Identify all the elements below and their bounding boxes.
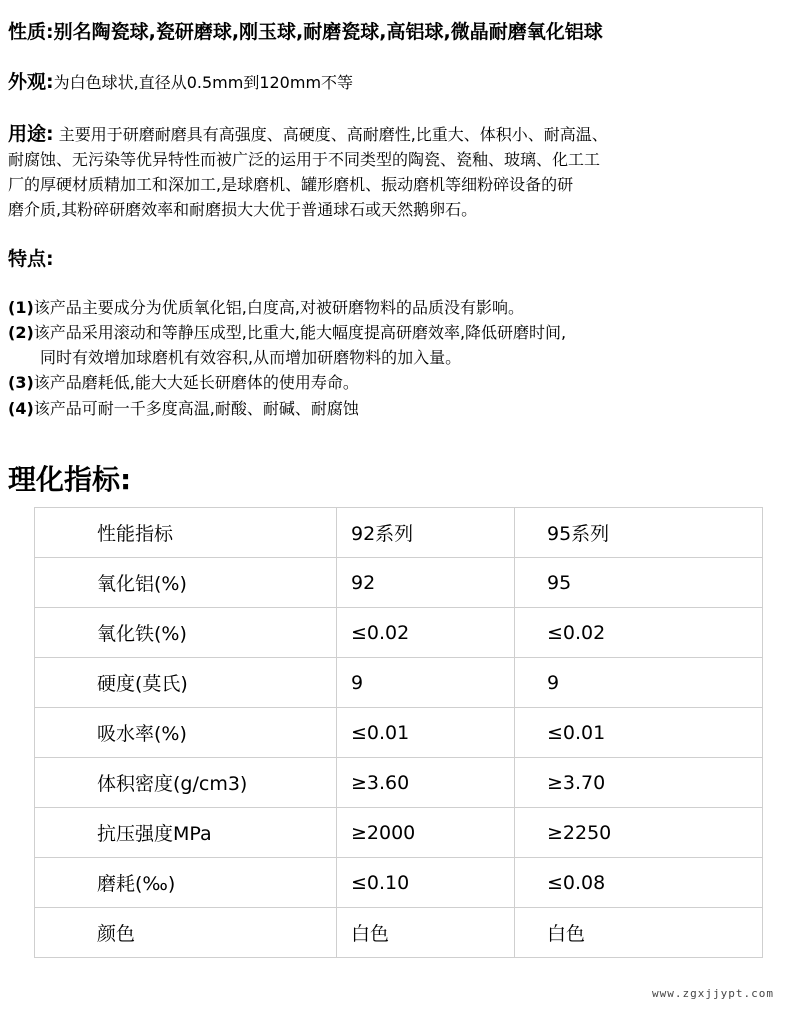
spec-header-cell: 性能指标 xyxy=(35,508,337,558)
feature-text: 该产品采用滚动和等静压成型,比重大,能大幅度提高研磨效率,降低研磨时间, xyxy=(33,323,567,342)
table-row xyxy=(35,808,763,858)
usage-line-3: 厂的厚硬材质精加工和深加工,是球磨机、罐形磨机、振动磨机等细粉碎设备的研 xyxy=(8,175,574,194)
usage-line-4: 磨介质,其粉碎研磨效率和耐磨损大大优于普通球石或天然鹅卵石。 xyxy=(8,200,478,219)
spec-value-95: ≥2250 xyxy=(515,808,763,858)
feature-text: 该产品主要成分为优质氧化铝,白度高,对被研磨物料的品质没有影响。 xyxy=(33,298,524,317)
spec-property: 体积密度(g/cm3) xyxy=(35,758,337,808)
spec-header-row xyxy=(35,508,763,558)
usage-line-2: 耐腐蚀、无污染等优异特性而被广泛的运用于不同类型的陶瓷、瓷釉、玻璃、化工工 xyxy=(8,150,601,169)
spec-property: 氧化铝(%) xyxy=(35,558,337,608)
usage-line-1 xyxy=(8,122,608,147)
spec-property: 磨耗(‰) xyxy=(35,858,337,908)
feature-item-3 xyxy=(8,371,359,395)
feature-item-4 xyxy=(8,397,359,421)
table-row xyxy=(35,908,763,958)
feature-item-2-continued: 同时有效增加球磨机有效容积,从而增加研磨物料的加入量。 xyxy=(40,348,462,367)
properties-title: 性质:别名陶瓷球,瓷研磨球,刚玉球,耐磨瓷球,高铝球,微晶耐磨氧化铝球 xyxy=(8,21,603,43)
feature-text: 该产品可耐一千多度高温,耐酸、耐碱、耐腐蚀 xyxy=(33,399,359,418)
spec-property: 硬度(莫氏) xyxy=(35,658,337,708)
spec-value-92: ≥3.60 xyxy=(337,758,515,808)
spec-value-92: ≤0.10 xyxy=(337,858,515,908)
spec-value-92: ≥2000 xyxy=(337,808,515,858)
spec-value-92: 白色 xyxy=(337,908,515,958)
watermark: www.zgxjjypt.com xyxy=(652,987,774,1000)
feature-number: (4) xyxy=(8,399,34,418)
spec-property: 颜色 xyxy=(35,908,337,958)
spec-value-92: ≤0.02 xyxy=(337,608,515,658)
spec-value-92: 92 xyxy=(337,558,515,608)
spec-value-92: 9 xyxy=(337,658,515,708)
table-row xyxy=(35,858,763,908)
feature-item-2 xyxy=(8,321,566,345)
appearance-text: 为白色球状,直径从0.5mm到120mm不等 xyxy=(53,73,354,92)
spec-property: 抗压强度MPa xyxy=(35,808,337,858)
spec-value-95: 白色 xyxy=(515,908,763,958)
spec-value-95: 95 xyxy=(515,558,763,608)
spec-header-cell: 92系列 xyxy=(337,508,515,558)
feature-text: 该产品磨耗低,能大大延长研磨体的使用寿命。 xyxy=(33,373,359,392)
spec-value-95: ≤0.02 xyxy=(515,608,763,658)
usage-text-1: 主要用于研磨耐磨具有高强度、高硬度、高耐磨性,比重大、体积小、耐高温、 xyxy=(58,125,608,144)
feature-number: (2) xyxy=(8,323,34,342)
spec-heading: 理化指标: xyxy=(8,463,132,496)
appearance-label: 外观: xyxy=(8,71,54,93)
spec-value-92: ≤0.01 xyxy=(337,708,515,758)
spec-header-cell: 95系列 xyxy=(515,508,763,558)
feature-item-1 xyxy=(8,296,524,320)
spec-value-95: ≤0.01 xyxy=(515,708,763,758)
table-row xyxy=(35,658,763,708)
spec-property: 氧化铁(%) xyxy=(35,608,337,658)
spec-value-95: ≤0.08 xyxy=(515,858,763,908)
table-row xyxy=(35,708,763,758)
usage-label: 用途: xyxy=(8,123,54,145)
table-row xyxy=(35,558,763,608)
appearance-line xyxy=(8,70,353,95)
spec-value-95: ≥3.70 xyxy=(515,758,763,808)
table-row xyxy=(35,758,763,808)
feature-number: (3) xyxy=(8,373,34,392)
table-row xyxy=(35,608,763,658)
spec-table xyxy=(34,507,763,958)
spec-property: 吸水率(%) xyxy=(35,708,337,758)
spec-value-95: 9 xyxy=(515,658,763,708)
feature-number: (1) xyxy=(8,298,34,317)
features-heading: 特点: xyxy=(8,248,54,270)
